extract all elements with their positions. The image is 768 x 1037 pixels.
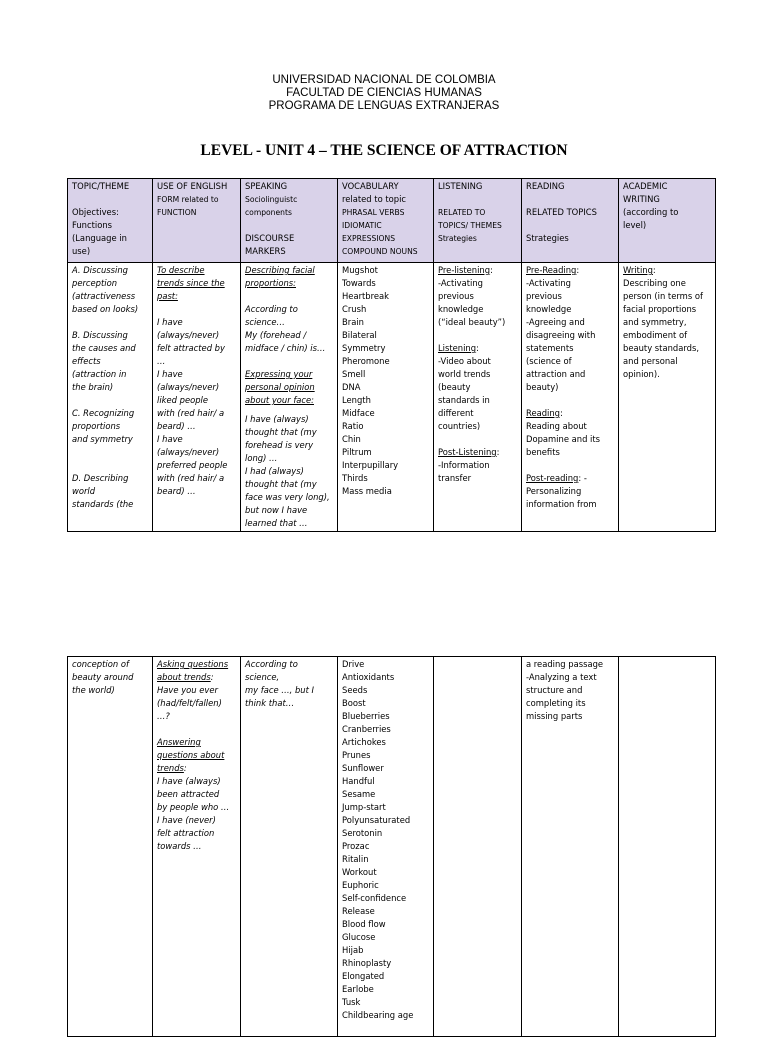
english-heading-line: Answering bbox=[157, 737, 201, 747]
speaking-line: thought that (my bbox=[245, 427, 317, 437]
english-line: by people who … bbox=[157, 802, 230, 812]
vocabulary-item: Thirds bbox=[342, 473, 368, 483]
english-line: towards … bbox=[157, 841, 202, 851]
english-line: with (red hair/ a bbox=[157, 473, 225, 483]
reading-line: missing parts bbox=[526, 711, 583, 721]
english-line: felt attracted by bbox=[157, 343, 225, 353]
vocabulary-item: Bilateral bbox=[342, 330, 377, 340]
writing-line: and personal bbox=[623, 356, 678, 366]
listening-line: -Video about bbox=[438, 356, 491, 366]
english-line: (had/felt/fallen) bbox=[157, 698, 222, 708]
listening-line: different bbox=[438, 408, 474, 418]
english-line: I have (always) bbox=[157, 776, 221, 786]
english-cell bbox=[153, 263, 241, 532]
speaking-line: but now I have bbox=[245, 505, 308, 515]
english-line: (always/never) bbox=[157, 330, 220, 340]
speaking-cell bbox=[241, 657, 338, 1037]
pre-listening-label: Pre-listening bbox=[438, 265, 491, 275]
speaking-heading-line: personal opinion bbox=[245, 382, 315, 392]
english-line: I have (never) bbox=[157, 815, 216, 825]
topic-line: based on looks) bbox=[72, 304, 139, 314]
english-line: … bbox=[157, 356, 166, 366]
speaking-heading-line: Describing facial bbox=[245, 265, 315, 275]
speaking-cell bbox=[241, 263, 338, 532]
writing-line: facial proportions bbox=[623, 304, 697, 314]
writing-line: person (in terms of bbox=[623, 291, 703, 301]
post-reading-label: Post-reading bbox=[526, 473, 579, 483]
english-line: …? bbox=[157, 711, 170, 721]
vocabulary-item: Serotonin bbox=[342, 828, 383, 838]
vocabulary-item: Towards bbox=[342, 278, 376, 288]
english-line: I have bbox=[157, 434, 183, 444]
reading-cell bbox=[522, 657, 619, 1037]
english-heading-line: about trends bbox=[157, 672, 211, 682]
topic-line: and symmetry bbox=[72, 434, 133, 444]
english-line: beard) … bbox=[157, 421, 196, 431]
listening-line: (beauty bbox=[438, 382, 471, 392]
topic-line: the causes and bbox=[72, 343, 136, 353]
listening-line: world trends bbox=[438, 369, 491, 379]
english-line: (always/never) bbox=[157, 382, 220, 392]
speaking-line: I have (always) bbox=[245, 414, 309, 424]
speaking-line: learned that … bbox=[245, 518, 308, 528]
vocabulary-item: Release bbox=[342, 906, 375, 916]
topic-line: (attractiveness bbox=[72, 291, 136, 301]
vocabulary-item: Crush bbox=[342, 304, 367, 314]
header-use-of-english: USE OF ENGLISH FORM related to FUNCTION bbox=[153, 179, 241, 263]
table-row bbox=[68, 657, 716, 1037]
vocabulary-item: Ratio bbox=[342, 421, 364, 431]
speaking-line: My (forehead / bbox=[245, 330, 307, 340]
reading-line: previous bbox=[526, 291, 562, 301]
header-listening: LISTENING RELATED TO TOPICS/ THEMES Strategies bbox=[434, 179, 522, 263]
listening-label: Listening bbox=[438, 343, 477, 353]
reading-line: beauty) bbox=[526, 382, 559, 392]
vocabulary-item: Childbearing age bbox=[342, 1010, 414, 1020]
topic-line: world bbox=[72, 486, 96, 496]
vocabulary-item: Prozac bbox=[342, 841, 370, 851]
english-heading-line: trends bbox=[157, 763, 184, 773]
speaking-line: forehead is very bbox=[245, 440, 314, 450]
writing-line: Describing one bbox=[623, 278, 686, 288]
topic-line: perception bbox=[72, 278, 118, 288]
vocabulary-item: Length bbox=[342, 395, 371, 405]
speaking-heading-line: about your face: bbox=[245, 395, 314, 405]
academic-writing-cell bbox=[619, 657, 716, 1037]
speaking-line: my face …, but I bbox=[245, 685, 315, 695]
vocabulary-item: Jump-start bbox=[342, 802, 386, 812]
reading-line: knowledge bbox=[526, 304, 572, 314]
vocabulary-item: Brain bbox=[342, 317, 364, 327]
vocabulary-item: Chin bbox=[342, 434, 361, 444]
speaking-line: midface / chin) is… bbox=[245, 343, 326, 353]
header-reading: READING RELATED TOPICS Strategies bbox=[522, 179, 619, 263]
english-line: (always/never) bbox=[157, 447, 220, 457]
vocabulary-item: Seeds bbox=[342, 685, 368, 695]
vocabulary-item: Earlobe bbox=[342, 984, 374, 994]
vocabulary-item: Tusk bbox=[342, 997, 361, 1007]
university-name: UNIVERSIDAD NACIONAL DE COLOMBIA bbox=[272, 74, 496, 86]
english-line: beard) … bbox=[157, 486, 196, 496]
topic-line: D. Describing bbox=[72, 473, 129, 483]
faculty-name: FACULTAD DE CIENCIAS HUMANAS bbox=[286, 87, 482, 99]
vocabulary-cell bbox=[338, 263, 434, 532]
reading-line: completing its bbox=[526, 698, 586, 708]
vocabulary-item: Prunes bbox=[342, 750, 371, 760]
listening-line: countries) bbox=[438, 421, 481, 431]
english-cell: Asking questions about trends: Have you ever (had/felt/fallen) …? Answering questions about trends: I have (always) been attracted by people who … I have (never) felt attraction towards … bbox=[153, 657, 241, 1037]
topic-line: proportions bbox=[72, 421, 121, 431]
reading-label: Reading bbox=[526, 408, 560, 418]
english-line: I have bbox=[157, 317, 183, 327]
vocabulary-item: Drive bbox=[342, 659, 365, 669]
speaking-line: science… bbox=[245, 317, 285, 327]
vocabulary-item: Self-confidence bbox=[342, 893, 407, 903]
vocabulary-item: Polyunsaturated bbox=[342, 815, 411, 825]
vocabulary-item: Glucose bbox=[342, 932, 376, 942]
topic-line bbox=[72, 394, 148, 407]
vocabulary-item: Blood flow bbox=[342, 919, 386, 929]
vocabulary-item: Boost bbox=[342, 698, 366, 708]
english-heading-line: To describe bbox=[157, 265, 205, 275]
vocabulary-item: Pheromone bbox=[342, 356, 390, 366]
vocabulary-item: Symmetry bbox=[342, 343, 386, 353]
vocabulary-item: Artichokes bbox=[342, 737, 386, 747]
topic-line: A. Discussing bbox=[72, 265, 128, 275]
speaking-line: According to bbox=[245, 304, 298, 314]
english-heading-line: trends since the bbox=[157, 278, 225, 288]
writing-line: embodiment of bbox=[623, 330, 688, 340]
reading-line: Dopamine and its bbox=[526, 434, 601, 444]
unit-title: LEVEL - UNIT 4 – THE SCIENCE OF ATTRACTION bbox=[200, 142, 568, 159]
listening-line: -Activating bbox=[438, 278, 483, 288]
header-academic-writing: ACADEMIC WRITING (according to level) bbox=[619, 179, 716, 263]
topic-line: beauty around bbox=[72, 672, 134, 682]
topic-line: the world) bbox=[72, 685, 115, 695]
topic-line: conception of bbox=[72, 659, 129, 669]
vocabulary-item: Blueberries bbox=[342, 711, 390, 721]
reading-line: information from bbox=[526, 499, 597, 509]
english-heading-line: past: bbox=[157, 291, 178, 301]
vocabulary-item: Antioxidants bbox=[342, 672, 395, 682]
topic-line: C. Recognizing bbox=[72, 408, 135, 418]
reading-line: attraction and bbox=[526, 369, 586, 379]
listening-line: previous bbox=[438, 291, 474, 301]
vocabulary-item: Midface bbox=[342, 408, 375, 418]
speaking-line: long) … bbox=[245, 453, 278, 463]
speaking-line: think that… bbox=[245, 698, 295, 708]
speaking-line: thought that (my bbox=[245, 479, 317, 489]
reading-line: Reading about bbox=[526, 421, 587, 431]
listening-line: transfer bbox=[438, 473, 472, 483]
speaking-line: According to science, bbox=[245, 659, 301, 682]
writing-line: beauty standards, bbox=[623, 343, 699, 353]
vocabulary-item: Cranberries bbox=[342, 724, 391, 734]
topic-cell bbox=[68, 657, 153, 1037]
reading-cell: Pre-Reading: -Activating previous knowledge -Agreeing and disagreeing with statements (science of attraction and beauty) Reading: Reading about Dopamine and its benefits Post-reading: - Personalizing information from bbox=[522, 263, 619, 532]
reading-line: a reading passage bbox=[526, 659, 604, 669]
reading-line: -Agreeing and bbox=[526, 317, 585, 327]
writing-line: opinion). bbox=[623, 369, 660, 379]
topic-line: (attraction in bbox=[72, 369, 127, 379]
listening-cell bbox=[434, 657, 522, 1037]
academic-writing-cell: Writing: Describing one person (in terms of facial proportions and symmetry, embodiment of beauty standards, and personal opinion). bbox=[619, 263, 716, 532]
table-row bbox=[68, 263, 716, 532]
syllabus-table-page-1 bbox=[67, 178, 716, 532]
table-header-row bbox=[68, 179, 716, 263]
reading-line: structure and bbox=[526, 685, 583, 695]
vocabulary-item: Sesame bbox=[342, 789, 376, 799]
reading-line: benefits bbox=[526, 447, 560, 457]
speaking-line: I had (always) bbox=[245, 466, 304, 476]
vocabulary-item: Smell bbox=[342, 369, 366, 379]
speaking-heading-line: proportions: bbox=[245, 278, 296, 288]
syllabus-table-page-2 bbox=[67, 656, 716, 1037]
header-speaking: SPEAKING Sociolinguistc components DISCOURSE MARKERS bbox=[241, 179, 338, 263]
english-heading-line: Asking questions bbox=[157, 659, 229, 669]
topic-line: B. Discussing bbox=[72, 330, 128, 340]
vocabulary-item: Handful bbox=[342, 776, 375, 786]
topic-line bbox=[72, 316, 148, 329]
writing-line: and symmetry, bbox=[623, 317, 687, 327]
english-line: liked people bbox=[157, 395, 209, 405]
reading-line: -Activating bbox=[526, 278, 571, 288]
speaking-heading-line: Expressing your bbox=[245, 369, 313, 379]
reading-line: disagreeing with bbox=[526, 330, 596, 340]
english-line: I have bbox=[157, 369, 183, 379]
vocabulary-item: Sunflower bbox=[342, 763, 384, 773]
vocabulary-item: DNA bbox=[342, 382, 361, 392]
english-heading-line: questions about bbox=[157, 750, 225, 760]
document-header bbox=[0, 74, 768, 113]
topic-line bbox=[72, 446, 148, 459]
vocabulary-item: Workout bbox=[342, 867, 377, 877]
vocabulary-cell bbox=[338, 657, 434, 1037]
listening-line: (“ideal beauty”) bbox=[438, 317, 506, 327]
topic-line: the brain) bbox=[72, 382, 114, 392]
vocabulary-item: Ritalin bbox=[342, 854, 369, 864]
vocabulary-item: Heartbreak bbox=[342, 291, 390, 301]
listening-line: -Information bbox=[438, 460, 490, 470]
english-line: with (red hair/ a bbox=[157, 408, 225, 418]
english-line: preferred people bbox=[157, 460, 228, 470]
vocabulary-item: Euphoric bbox=[342, 880, 379, 890]
reading-line: (science of bbox=[526, 356, 572, 366]
vocabulary-item: Elongated bbox=[342, 971, 385, 981]
pre-reading-label: Pre-Reading bbox=[526, 265, 577, 275]
reading-line: -Analyzing a text bbox=[526, 672, 597, 682]
writing-label: Writing bbox=[623, 265, 653, 275]
reading-line: Personalizing bbox=[526, 486, 582, 496]
listening-cell: Pre-listening: -Activating previous knowledge (“ideal beauty”) Listening: -Video about world trends (beauty standards in different countries) Post-Listening: -Information transfer bbox=[434, 263, 522, 532]
program-name: PROGRAMA DE LENGUAS EXTRANJERAS bbox=[268, 100, 500, 112]
english-line: felt attraction bbox=[157, 828, 215, 838]
speaking-line: face was very long), bbox=[245, 492, 330, 502]
listening-line: standards in bbox=[438, 395, 490, 405]
vocabulary-item: Rhinoplasty bbox=[342, 958, 392, 968]
vocabulary-item: Hijab bbox=[342, 945, 364, 955]
header-topic-theme: TOPIC/THEME Objectives: Functions (Language in use) bbox=[68, 179, 153, 263]
vocabulary-item: Mass media bbox=[342, 486, 392, 496]
reading-line: statements bbox=[526, 343, 574, 353]
english-line: Have you ever bbox=[157, 685, 218, 695]
topic-cell bbox=[68, 263, 153, 532]
topic-line: standards (the bbox=[72, 499, 134, 509]
english-line: been attracted bbox=[157, 789, 220, 799]
post-listening-label: Post-Listening bbox=[438, 447, 497, 457]
vocabulary-item: Piltrum bbox=[342, 447, 372, 457]
topic-line bbox=[72, 459, 148, 472]
header-vocabulary: VOCABULARY related to topic PHRASAL VERBS IDIOMATIC EXPRESSIONS COMPOUND NOUNS bbox=[338, 179, 434, 263]
vocabulary-item: Interpupillary bbox=[342, 460, 399, 470]
topic-line: effects bbox=[72, 356, 101, 366]
listening-line: knowledge bbox=[438, 304, 484, 314]
vocabulary-item: Mugshot bbox=[342, 265, 378, 275]
